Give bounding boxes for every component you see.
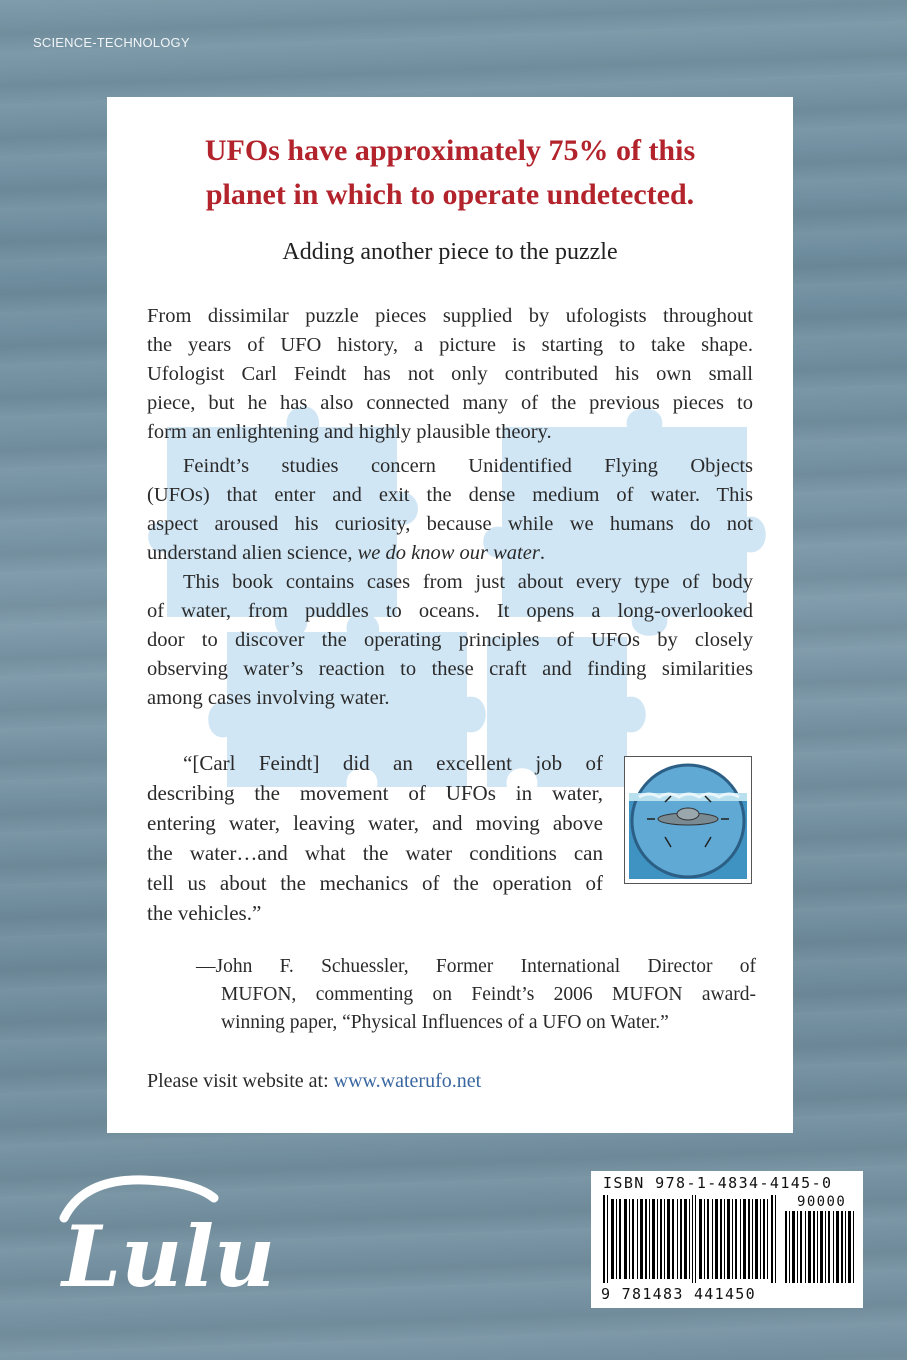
- lulu-logo: [54, 1168, 276, 1308]
- quote-line: tell us about the mechanics of the operation of: [147, 871, 603, 895]
- paragraph-line: [147, 539, 753, 568]
- paragraph-line: among cases involving water.: [147, 687, 390, 709]
- paragraph-line: (UFOs) that enter and exit the dense medium of water. This: [147, 484, 753, 506]
- paragraph-line: piece, but he has also connected many of the previous pieces to: [147, 392, 753, 414]
- headline-line-1: UFOs have approximately 75% of this: [204, 134, 696, 167]
- quote-line: entering water, leaving water, and moving above: [147, 811, 603, 835]
- category-label: SCIENCE-TECHNOLOGY: [33, 35, 190, 50]
- paragraph-line: Ufologist Carl Feindt has not only contributed his own small: [147, 363, 753, 385]
- subtitle: Adding another piece to the puzzle: [282, 239, 618, 265]
- paragraph-1: [147, 302, 753, 447]
- paragraph-line: aspect aroused his curiosity, because while we humans do not: [147, 513, 753, 535]
- paragraph-line: form an enlightening and highly plausible theory.: [147, 421, 552, 443]
- paragraph-line: From dissimilar puzzle pieces supplied by ufologists throughout: [147, 305, 753, 327]
- ean-number: 9 781483 441450: [601, 1285, 756, 1303]
- quote-line: describing the movement of UFOs in water,: [147, 781, 603, 805]
- quote-line: “[Carl Feindt] did an excellent job of: [183, 751, 603, 775]
- isbn-number: ISBN 978-1-4834-4145-0: [603, 1174, 833, 1192]
- endorsement-quote: [147, 748, 603, 928]
- paragraph-line: observing water’s reaction to these craft and finding similarities: [147, 658, 753, 680]
- paragraph-3: [147, 568, 753, 713]
- back-cover-panel: [107, 97, 793, 1133]
- paragraph-line: Feindt’s studies concern Unidentified Flying Objects: [183, 455, 753, 477]
- paragraph-2: [147, 452, 753, 568]
- paragraph-text: .: [539, 542, 545, 564]
- paragraph-text: understand alien science,: [147, 542, 358, 564]
- price-code: 90000: [797, 1194, 847, 1210]
- website-link[interactable]: www.waterufo.net: [333, 1070, 482, 1092]
- isbn-barcode: [591, 1171, 863, 1308]
- quote-line: the vehicles.”: [147, 901, 262, 925]
- paragraph-line: This book contains cases from just about every type of body: [183, 571, 753, 593]
- emphasis-text: we do know our water: [357, 542, 540, 564]
- website-label: Please visit website at:: [147, 1070, 334, 1092]
- lulu-logo-icon: [54, 1168, 276, 1308]
- attribution-line: winning paper, “Physical Influences of a UFO on Water.”: [221, 1012, 669, 1033]
- attribution-line: MUFON, commenting on Feindt’s 2006 MUFON award-: [221, 984, 756, 1005]
- lulu-logo-text: Lulu: [62, 1207, 276, 1306]
- paragraph-line: door to discover the operating principles of UFOs by closely: [147, 629, 753, 651]
- quote-line: the water…and what the water conditions can: [147, 841, 603, 865]
- quote-attribution: [196, 953, 756, 1037]
- ufo-water-illustration: [624, 756, 752, 884]
- paragraph-line: of water, from puddles to oceans. It opens a long-overlooked: [147, 600, 753, 622]
- website-line: [147, 1070, 481, 1093]
- attribution-line: —John F. Schuessler, Former International Director of: [196, 956, 756, 977]
- paragraph-line: the years of UFO history, a picture is starting to take shape.: [147, 334, 753, 356]
- ufo-diagram-icon: [625, 757, 751, 883]
- headline-line-2: planet in which to operate undetected.: [205, 178, 695, 211]
